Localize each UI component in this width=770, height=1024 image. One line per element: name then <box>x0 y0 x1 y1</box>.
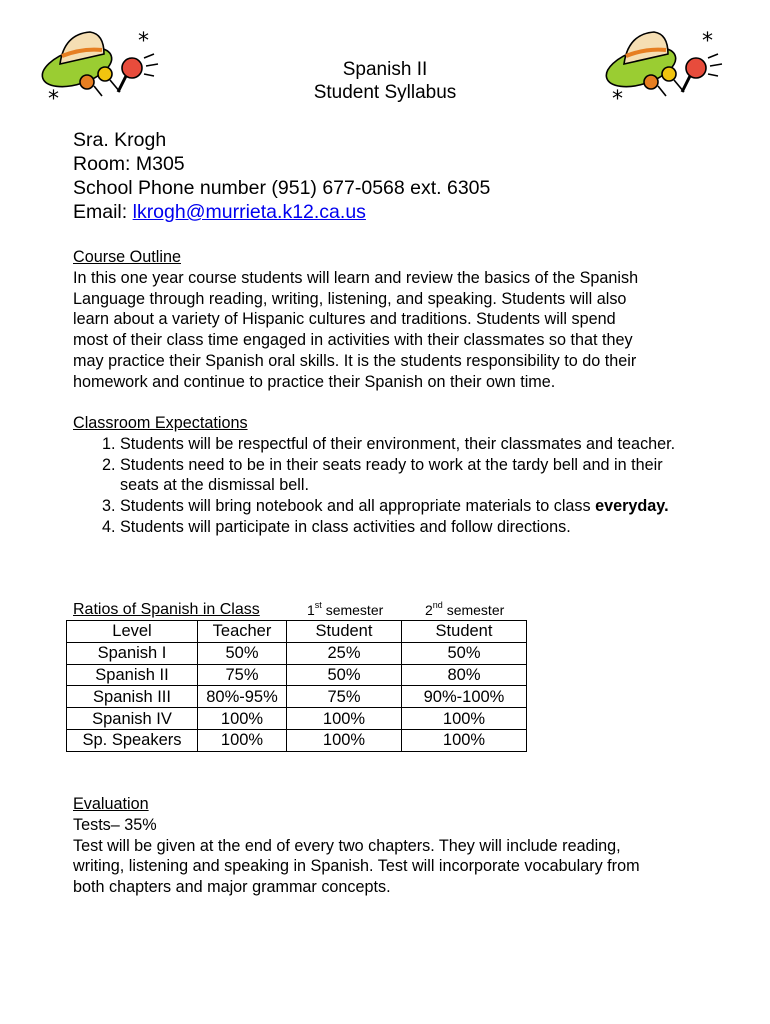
sem1-num: 1 <box>307 602 315 618</box>
svg-text:*: * <box>702 29 713 54</box>
email-label: Email: <box>73 201 128 223</box>
table-cell: Spanish II <box>67 664 198 686</box>
ratios-heading <box>73 600 260 620</box>
table-cell: 80%-95% <box>198 686 287 708</box>
table-row <box>67 642 527 664</box>
list-item <box>120 496 683 517</box>
svg-text:*: * <box>138 29 149 54</box>
svg-text:*: * <box>48 87 59 100</box>
column-header: Student <box>402 621 527 643</box>
table-cell: 25% <box>287 642 402 664</box>
ratios-table <box>66 620 527 752</box>
table-row <box>67 708 527 730</box>
table-cell: Spanish III <box>67 686 198 708</box>
sem2-label: semester <box>442 602 505 618</box>
table-row <box>67 664 527 686</box>
tests-label: Tests– 35% <box>73 815 157 834</box>
list-item-text: Students will be respectful of their environment, their classmates and teacher. <box>120 434 676 453</box>
table-cell: 90%-100% <box>402 686 527 708</box>
list-item <box>120 517 683 538</box>
table-cell: 100% <box>287 708 402 730</box>
email-line <box>73 200 490 224</box>
expectations-list <box>73 434 683 538</box>
table-cell: Spanish IV <box>67 708 198 730</box>
course-outline-line: Language through reading, writing, listening, and speaking. Students will also <box>73 289 627 308</box>
evaluation-section <box>73 794 723 898</box>
page-title: Spanish II <box>342 59 428 80</box>
phone-number: School Phone number (951) 677-0568 ext. 6305 <box>73 177 491 199</box>
evaluation-heading: Evaluation <box>73 795 149 813</box>
contact-block <box>73 128 490 224</box>
list-item-text: Students will bring notebook and all appropriate materials to class <box>120 497 596 516</box>
course-outline-line: In this one year course students will learn and review the basics of the Spanish <box>73 268 639 287</box>
svg-text:*: * <box>612 87 623 100</box>
evaluation-line: writing, listening and speaking in Spanish. Test will incorporate vocabulary from <box>73 857 640 876</box>
table-cell: 75% <box>198 664 287 686</box>
table-row <box>67 729 527 751</box>
table-cell: Sp. Speakers <box>67 729 198 751</box>
table-cell: 100% <box>402 708 527 730</box>
course-outline-line: may practice their Spanish oral skills. It is the students responsibility to do their <box>73 351 637 370</box>
sem1-label: semester <box>321 602 384 618</box>
course-outline-heading: Course Outline <box>73 248 181 266</box>
course-outline-line: learn about a variety of Hispanic cultures and traditions. Students will spend <box>73 310 616 329</box>
table-cell: Spanish I <box>67 642 198 664</box>
table-cell: 50% <box>287 664 402 686</box>
table-cell: 100% <box>198 729 287 751</box>
teacher-name: Sra. Krogh <box>73 129 167 151</box>
table-row <box>67 686 527 708</box>
list-item-bold: everyday. <box>595 497 669 516</box>
sem2-sup: nd <box>432 600 443 610</box>
evaluation-line: Test will be given at the end of every two chapters. They will include reading, <box>73 836 621 855</box>
page-subtitle: Student Syllabus <box>313 82 457 103</box>
sem2-num: 2 <box>425 602 433 618</box>
evaluation-line: both chapters and major grammar concepts. <box>73 878 391 897</box>
column-header: Student <box>287 621 402 643</box>
list-item-text: Students need to be in their seats ready to work at the tardy bell and in their seats at the dismissal bell. <box>120 455 663 495</box>
column-header: Level <box>67 621 198 643</box>
expectations-section <box>73 413 683 538</box>
list-item <box>120 434 683 455</box>
course-outline-line: homework and continue to practice their Spanish on their own time. <box>73 372 556 391</box>
ratios-heading-text: Ratios of Spanish in Class <box>73 601 260 618</box>
column-header: Teacher <box>198 621 287 643</box>
table-header-row <box>67 621 527 643</box>
email-link[interactable]: lkrogh@murrieta.k12.ca.us <box>132 201 366 223</box>
list-item <box>120 455 683 497</box>
list-item-text: Students will participate in class activities and follow directions. <box>120 517 571 536</box>
table-cell: 50% <box>198 642 287 664</box>
room-number: Room: M305 <box>73 153 185 175</box>
semester-1-label <box>307 600 383 620</box>
sem1-sup: st <box>314 600 322 610</box>
table-cell: 80% <box>402 664 527 686</box>
table-cell: 100% <box>198 708 287 730</box>
semester-2-label <box>425 600 504 620</box>
table-cell: 100% <box>287 729 402 751</box>
table-cell: 75% <box>287 686 402 708</box>
course-outline-line: most of their class time engaged in activities with their classmates so that they <box>73 331 633 350</box>
course-outline-section <box>73 247 723 393</box>
table-cell: 50% <box>402 642 527 664</box>
table-cell: 100% <box>402 729 527 751</box>
expectations-heading: Classroom Expectations <box>73 414 248 432</box>
